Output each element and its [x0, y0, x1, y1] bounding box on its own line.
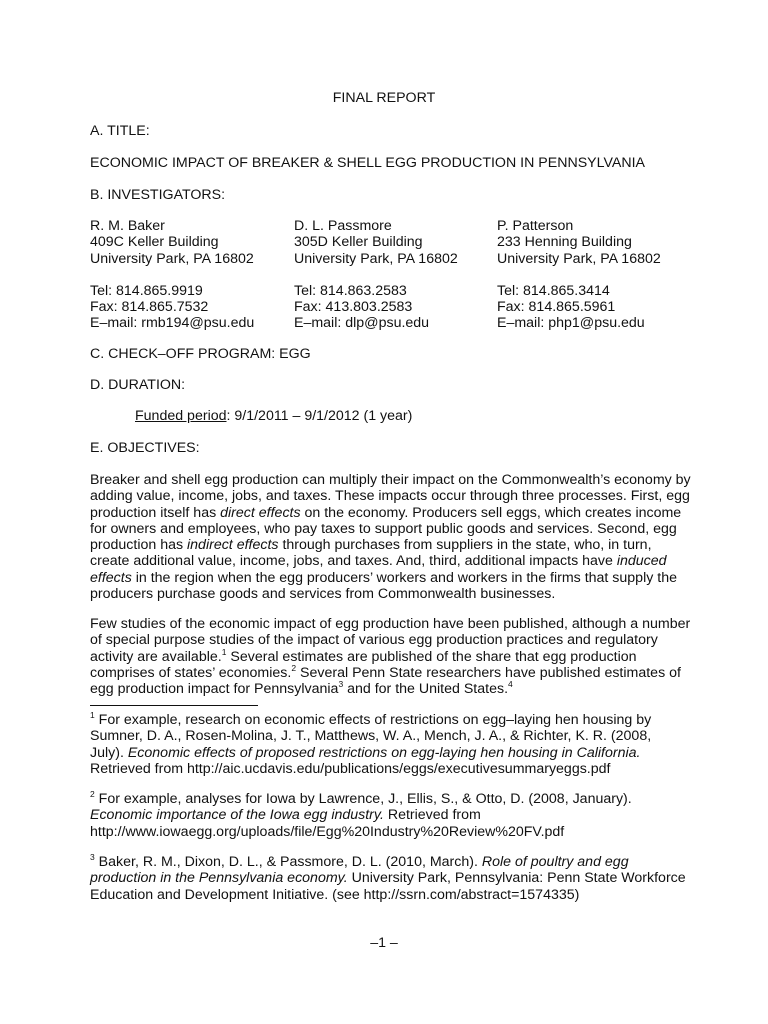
- text-line: producers purchase goods and services from Commonwealth businesses.: [90, 586, 556, 603]
- investigator-city: University Park, PA 16802: [90, 250, 254, 267]
- investigator-fax: Fax: 814.865.7532: [90, 299, 209, 316]
- text-line: [90, 807, 690, 823]
- text-line: for owners and employees, who pay taxes to support public goods and services. Second, egg: [90, 520, 677, 537]
- footnote-url-line[interactable]: Retrieved from http://aic.ucdavis.edu/publications/eggs/executivesummaryeggs.pdf: [90, 760, 611, 777]
- section-c-heading: C. CHECK–OFF PROGRAM: EGG: [90, 346, 311, 362]
- text-line: [90, 646, 680, 665]
- emphasis-induced: induced: [616, 553, 667, 570]
- footnote-ref-4[interactable]: 4: [508, 679, 513, 690]
- text-line: Breaker and shell egg production can multiply their impact on the Commonwealth’s economy by: [90, 472, 691, 488]
- citation-title: Role of poultry and egg: [481, 854, 629, 870]
- text-run: production has: [90, 537, 188, 554]
- footnote-url-line[interactable]: Education and Development Initiative. (see http://ssrn.com/abstract=1574335): [90, 886, 580, 903]
- footnote-ref-3[interactable]: 3: [338, 679, 344, 690]
- investigator-office: 305D Keller Building: [294, 234, 423, 251]
- investigator-tel: Tel: 814.865.9919: [90, 282, 203, 299]
- text-line: [90, 745, 690, 761]
- section-d-heading: D. DURATION:: [90, 377, 186, 393]
- text-line: Few studies of the economic impact of egg production have been published, although a number: [90, 616, 691, 632]
- emphasis-indirect-effects: indirect effects: [187, 537, 279, 554]
- investigator-3: [497, 218, 661, 332]
- investigator-fax: Fax: 413.803.2583: [294, 299, 413, 316]
- funded-period: [135, 408, 412, 424]
- investigator-tel: Tel: 814.863.2583: [294, 282, 407, 299]
- report-title: FINAL REPORT: [332, 90, 436, 106]
- text-run: on the economy. Producers sell eggs, which creates income: [300, 504, 682, 521]
- investigator-name: R. M. Baker: [90, 218, 165, 234]
- text-line: [90, 681, 680, 697]
- investigator-email: E–mail: dlp@psu.edu: [294, 315, 430, 332]
- investigator-city: University Park, PA 16802: [294, 250, 458, 267]
- text-line: [90, 570, 680, 586]
- investigator-name: P. Patterson: [497, 218, 574, 234]
- text-run: Several Penn State researchers have published estimates of: [296, 664, 681, 681]
- investigator-email: E–mail: rmb194@psu.edu: [90, 315, 255, 332]
- footnote-1: [90, 712, 690, 777]
- footnote-3: [90, 854, 690, 903]
- footnote-ref-2[interactable]: 2: [291, 662, 297, 673]
- investigator-email: E–mail: php1@psu.edu: [497, 315, 645, 332]
- citation-title: Economic effects of proposed restrictions on egg-laying hen housing in California.: [127, 744, 641, 761]
- emphasis-direct-effects: direct effects: [220, 504, 301, 521]
- emphasis-effects: effects: [90, 569, 132, 586]
- text-run: through purchases from suppliers in the state, who, in turn,: [278, 537, 652, 554]
- section-b-heading: B. INVESTIGATORS:: [90, 187, 226, 203]
- citation-title: Economic importance of the Iowa egg industry.: [90, 807, 384, 824]
- objectives-paragraph-1: [90, 472, 691, 603]
- project-title: ECONOMIC IMPACT OF BREAKER & SHELL EGG PRODUCTION IN PENNSYLVANIA: [90, 155, 645, 171]
- text-run: University Park, Pennsylvania: Penn State Workforce: [347, 870, 686, 887]
- text-run: Baker, R. M., Dixon, D. L., & Passmore, D. L. (2010, March).: [94, 854, 482, 870]
- text-line: [90, 870, 690, 886]
- investigator-2: [294, 218, 458, 332]
- funded-period-value: : 9/1/2011 – 9/1/2012 (1 year): [226, 408, 413, 424]
- text-line: adding value, income, jobs, and taxes. These impacts occur through three processes. First, egg: [90, 488, 690, 505]
- investigator-city: University Park, PA 16802: [497, 250, 661, 267]
- text-line: [90, 662, 681, 681]
- investigator-1: [90, 218, 254, 332]
- text-run: activity are available.: [90, 648, 222, 665]
- footnote-number: 3: [90, 852, 95, 862]
- investigator-office: 409C Keller Building: [90, 234, 219, 251]
- text-line: [90, 791, 690, 807]
- citation-title: production in the Pennsylvania economy.: [90, 870, 348, 887]
- investigator-name: D. L. Passmore: [294, 218, 392, 234]
- text-run: Retrieved from: [383, 807, 481, 824]
- investigator-tel: Tel: 814.865.3414: [497, 282, 610, 299]
- investigator-fax: Fax: 814.865.5961: [497, 299, 616, 316]
- text-run: Several estimates are published of the share that egg production: [226, 648, 637, 665]
- footnote-url-line[interactable]: http://www.iowaegg.org/uploads/file/Egg%20Industry%20Review%20FV.pdf: [90, 823, 565, 840]
- text-run: create additional value, income, jobs, and taxes. And, third, additional impacts have: [90, 553, 617, 570]
- text-run: For example, analyses for Iowa by Lawrence, J., Ellis, S., & Otto, D. (2008, January).: [94, 791, 632, 807]
- text-run: comprises of states’ economies.: [90, 664, 292, 681]
- investigator-office: 233 Henning Building: [497, 234, 632, 251]
- text-run: For example, research on economic effects of restrictions on egg–laying hen housing by: [94, 712, 652, 728]
- footnote-separator: [90, 705, 258, 706]
- footnote-number: 1: [90, 710, 95, 720]
- text-line: Sumner, D. A., Rosen-Molina, J. T., Matthews, W. A., Mench, J. A., & Richter, K. R. (2008,: [90, 728, 652, 745]
- text-run: July).: [90, 744, 128, 761]
- text-run: production itself has: [90, 504, 221, 521]
- page-number: –1 –: [370, 935, 398, 951]
- text-line: [90, 537, 680, 553]
- text-run: in the region when the egg producers’ workers and workers in the firms that supply the: [131, 569, 677, 586]
- text-line: [90, 712, 690, 728]
- footnote-number: 2: [90, 789, 95, 799]
- text-line: of special purpose studies of the impact of various egg production practices and regulatory: [90, 632, 658, 649]
- text-line: [90, 854, 690, 870]
- footnote-ref-1[interactable]: 1: [221, 646, 227, 657]
- text-line: [90, 553, 680, 569]
- objectives-paragraph-2: [90, 616, 691, 698]
- section-e-heading: E. OBJECTIVES:: [90, 440, 200, 456]
- text-run: egg production impact for Pennsylvania: [90, 681, 339, 698]
- funded-period-label: Funded period: [135, 408, 227, 424]
- footnote-2: [90, 791, 690, 840]
- section-a-heading: A. TITLE:: [90, 123, 150, 139]
- text-run: and for the United States.: [343, 681, 509, 698]
- text-line: [90, 505, 680, 521]
